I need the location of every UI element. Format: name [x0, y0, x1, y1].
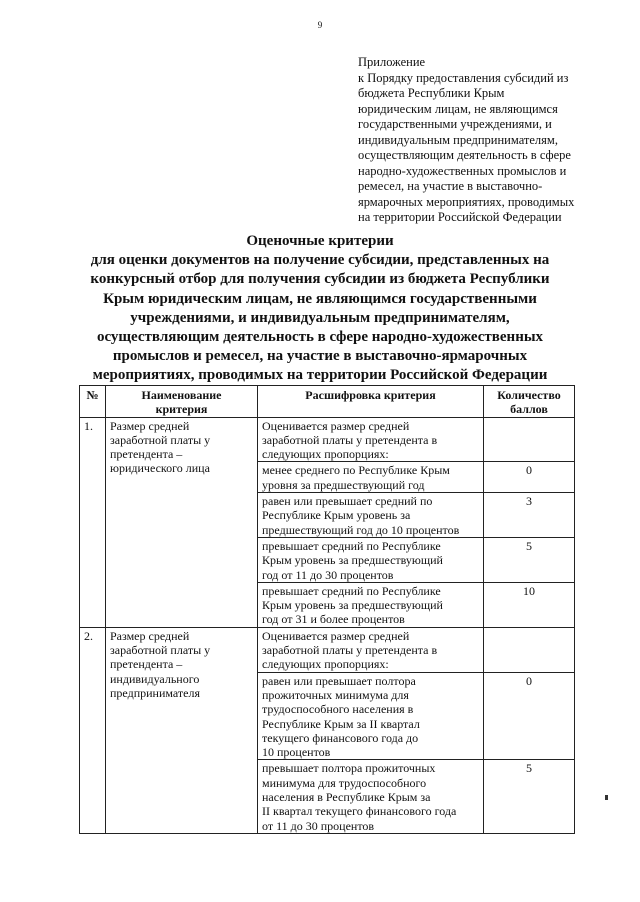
desc-line: предшествующий год до 10 процентов: [262, 522, 460, 537]
desc-line: год от 31 и более процентов: [262, 612, 405, 627]
table-header-row: [80, 386, 575, 418]
scan-mark: [605, 795, 608, 800]
desc-line: Крым уровень за предшествующий: [262, 598, 443, 613]
desc-line: от 11 до 30 процентов: [262, 818, 375, 833]
title-line: конкурсный отбор для получения субсидии из бюджета Республики: [90, 271, 550, 288]
desc-line: Оценивается размер средней: [262, 418, 410, 433]
criterion-description: [258, 493, 484, 538]
appendix-line: ремесел, на участие в выставочно-: [358, 179, 543, 193]
desc-line: 10 процентов: [262, 745, 331, 760]
desc-line: минимума для трудоспособного: [262, 775, 427, 790]
points-cell: 5: [484, 537, 575, 582]
criterion-number: 1.: [80, 417, 106, 627]
title-line: промыслов и ремесел, на участие в выставочно-ярмарочных: [112, 348, 528, 365]
desc-line: уровня за предшествующий год: [262, 477, 425, 492]
title-line: мероприятиях, проводимых на территории Российской Федерации: [92, 367, 548, 384]
document-title: [0, 232, 640, 386]
appendix-line: Приложение: [358, 55, 426, 69]
header-name-line: Наименование: [141, 388, 222, 402]
desc-line: Республике Крым уровень за: [262, 508, 411, 523]
points-cell: [484, 627, 575, 672]
appendix-line: бюджета Республики Крым: [358, 86, 505, 100]
desc-line: равен или превышает полтора: [262, 673, 416, 688]
header-name-line: критерия: [155, 402, 208, 417]
points-cell: 5: [484, 760, 575, 833]
criterion-name: [106, 627, 258, 833]
criterion-name-line: Размер средней: [110, 628, 190, 643]
appendix-line: народно-художественных промыслов и: [358, 163, 567, 178]
desc-line: превышает средний по Республике: [262, 583, 441, 598]
points-cell: 0: [484, 462, 575, 493]
points-cell: 0: [484, 672, 575, 760]
title-line: осуществляющим деятельность в сфере народно-художественных: [96, 329, 544, 346]
desc-line: год от 11 до 30 процентов: [262, 567, 394, 582]
header-num: №: [80, 386, 106, 418]
points-cell: 3: [484, 493, 575, 538]
criterion-name: [106, 417, 258, 627]
title-line: Крым юридическим лицам, не являющимся государственными: [103, 290, 537, 307]
desc-line: менее среднего по Республике Крым: [262, 463, 450, 478]
table-row: [80, 627, 575, 672]
desc-line: заработной платы у претендента в: [262, 432, 438, 447]
desc-line: Оценивается размер средней: [262, 628, 410, 643]
criterion-description: [258, 462, 484, 493]
criterion-description: [258, 537, 484, 582]
criterion-description: [258, 760, 484, 833]
header-name: [106, 386, 258, 418]
criterion-name-line: предпринимателя: [110, 685, 200, 700]
points-cell: 10: [484, 582, 575, 627]
header-points-line: Количество: [497, 388, 561, 402]
appendix-line: государственными учреждениями, и: [358, 117, 552, 131]
criterion-name-line: заработной платы у: [110, 643, 211, 658]
desc-line: текущего финансового года до: [262, 730, 419, 745]
title-line: для оценки документов на получение субсидии, представленных на: [90, 252, 550, 269]
header-desc: Расшифровка критерия: [258, 386, 484, 418]
desc-line: Республике Крым за II квартал: [262, 716, 420, 731]
criterion-intro: [258, 417, 484, 462]
desc-line: превышает средний по Республике: [262, 538, 441, 553]
desc-line: заработной платы у претендента в: [262, 643, 438, 658]
header-points-line: баллов: [510, 402, 548, 417]
appendix-line: юридическим лицам, не являющимся: [358, 101, 558, 116]
criterion-name-line: индивидуального: [110, 671, 200, 686]
title-line: учреждениями, и индивидуальным предпринимателям,: [130, 309, 510, 326]
desc-line: Крым уровень за предшествующий: [262, 553, 443, 568]
criterion-name-line: Размер средней: [110, 418, 190, 433]
criterion-name-line: юридического лица: [110, 461, 210, 476]
appendix-line: на территории Российской Федерации: [358, 210, 562, 224]
table-row: [80, 417, 575, 462]
appendix-line: осуществляющим деятельность в сфере: [358, 148, 571, 162]
appendix-line: ярмарочных мероприятиях, проводимых: [358, 194, 575, 209]
criterion-name-line: заработной платы у: [110, 432, 211, 447]
criterion-number: 2.: [80, 627, 106, 833]
desc-line: равен или превышает средний по: [262, 494, 433, 509]
title-line: Оценочные критерии: [246, 233, 394, 249]
desc-line: прожиточных минимума для: [262, 687, 409, 702]
points-cell: [484, 417, 575, 462]
desc-line: следующих пропорциях:: [262, 447, 389, 462]
desc-line: II квартал текущего финансового года: [262, 804, 457, 819]
desc-line: населения в Республике Крым за: [262, 790, 431, 805]
criterion-name-line: претендента –: [110, 657, 183, 672]
desc-line: следующих пропорциях:: [262, 657, 389, 672]
page-number: 9: [317, 20, 323, 30]
desc-line: трудоспособного населения в: [262, 702, 414, 717]
appendix-line: к Порядку предоставления субсидий из: [358, 70, 569, 85]
criterion-description: [258, 672, 484, 760]
criterion-intro: [258, 627, 484, 672]
header-points: [484, 386, 575, 418]
criterion-description: [258, 582, 484, 627]
desc-line: превышает полтора прожиточных: [262, 761, 436, 776]
appendix-line: индивидуальным предпринимателям,: [358, 132, 558, 147]
criteria-table: [79, 385, 575, 834]
appendix-note: [358, 55, 630, 226]
criterion-name-line: претендента –: [110, 447, 183, 462]
